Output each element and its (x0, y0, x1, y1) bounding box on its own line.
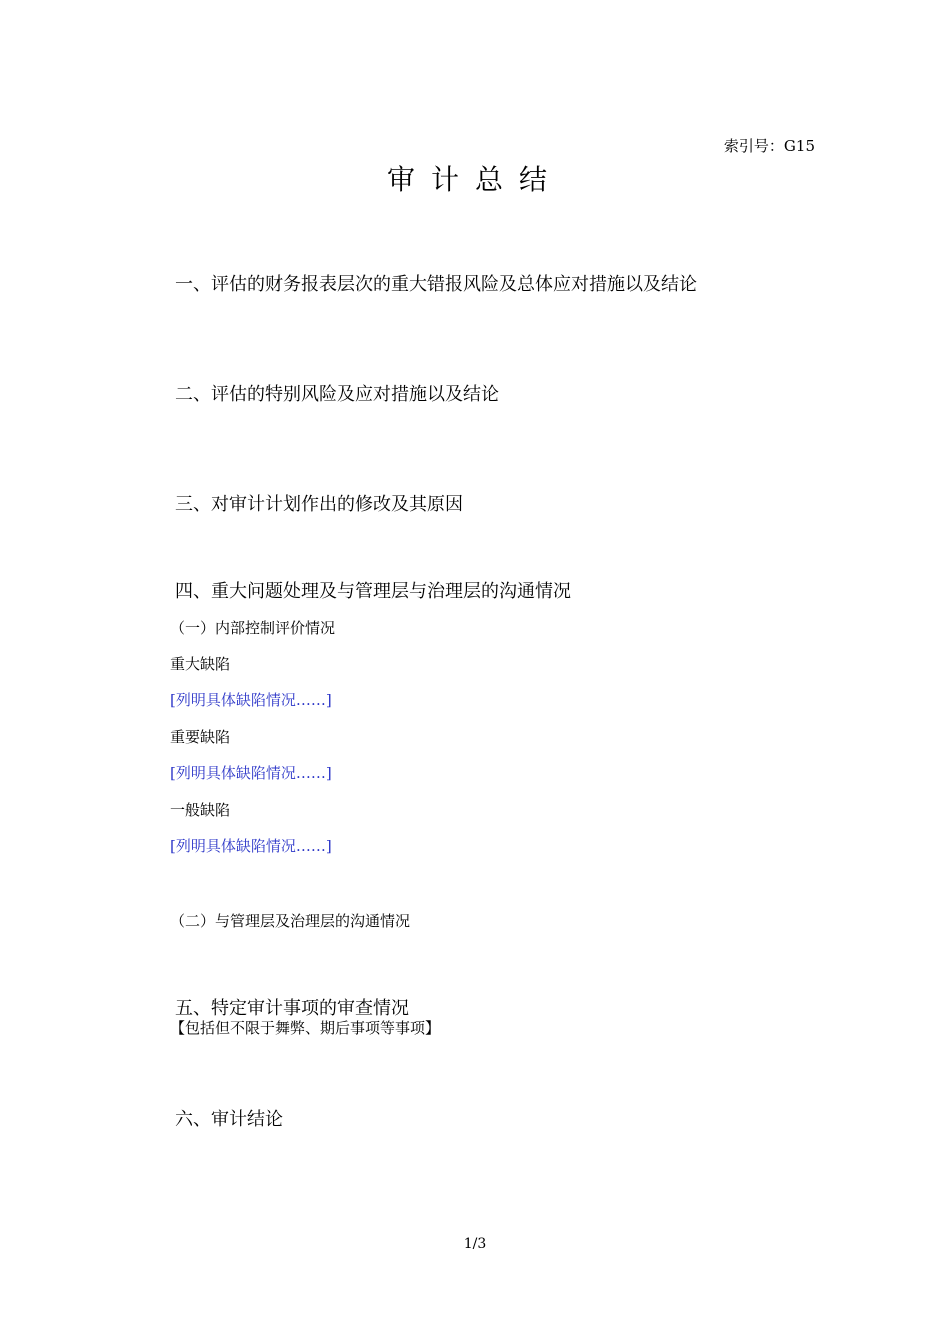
communication-subheading: （二）与管理层及治理层的沟通情况 (170, 912, 411, 930)
important-deficiency-label: 重要缺陷 (170, 728, 231, 746)
general-deficiency-placeholder: [列明具体缺陷情况……] (170, 837, 332, 855)
document-title: 审计总结 (386, 163, 563, 196)
section-6-heading: 六、审计结论 (175, 1109, 283, 1130)
section-2-heading: 二、评估的特别风险及应对措施以及结论 (175, 384, 499, 405)
section-3-heading: 三、对审计计划作出的修改及其原因 (175, 494, 463, 515)
internal-control-subheading: （一）内部控制评价情况 (170, 619, 336, 637)
section-5-heading: 五、特定审计事项的审查情况 (175, 998, 409, 1019)
general-deficiency-label: 一般缺陷 (170, 801, 231, 819)
page-number: 1/3 (463, 1236, 487, 1252)
section-1-heading: 一、评估的财务报表层次的重大错报风险及总体应对措施以及结论 (175, 274, 697, 295)
important-deficiency-placeholder: [列明具体缺陷情况……] (170, 764, 332, 782)
index-number: 索引号：G15 (723, 137, 815, 155)
section-5-note: 【包括但不限于舞弊、期后事项等事项】 (170, 1019, 441, 1037)
major-deficiency-placeholder: [列明具体缺陷情况……] (170, 691, 332, 709)
major-deficiency-label: 重大缺陷 (170, 655, 231, 673)
section-4-heading: 四、重大问题处理及与管理层与治理层的沟通情况 (175, 581, 571, 602)
